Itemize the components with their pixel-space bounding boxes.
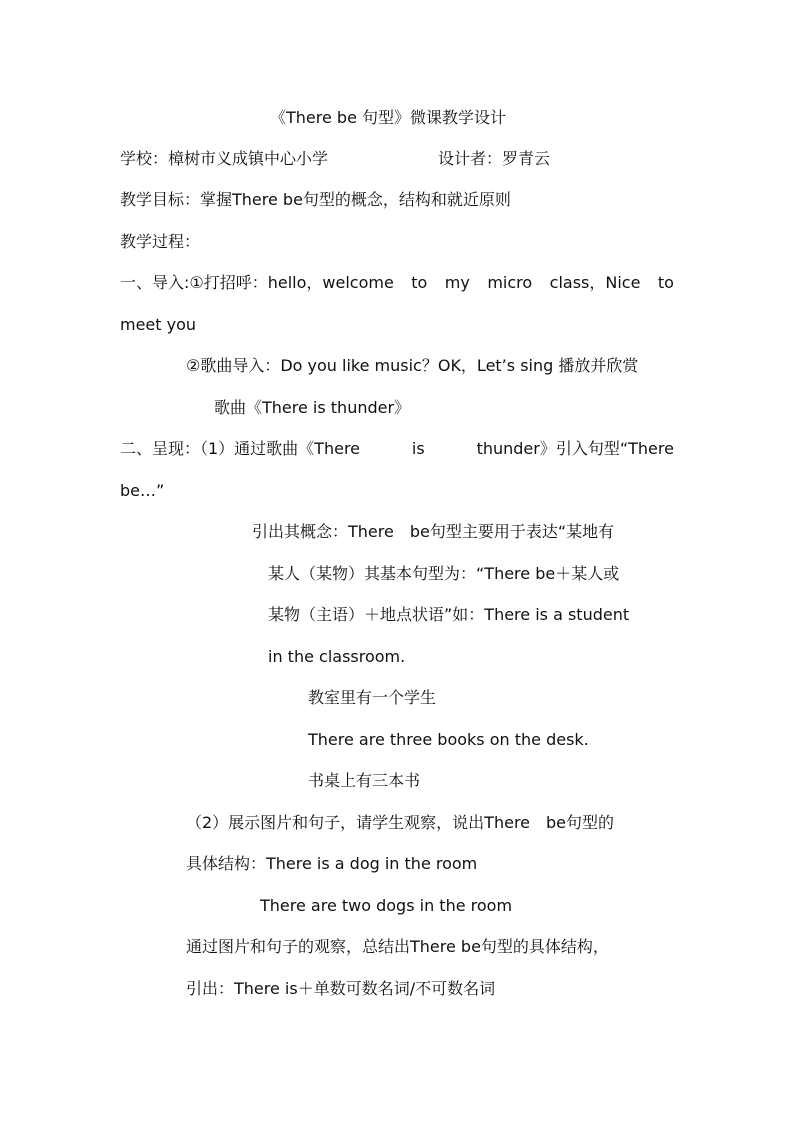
- teaching-objective: 教学目标：掌握There be句型的概念，结构和就近原则: [120, 190, 511, 209]
- example2-chinese: 书桌上有三本书: [308, 771, 421, 790]
- text-fragment: to: [657, 273, 674, 292]
- text-fragment: to: [411, 273, 428, 292]
- summary-line2: 引出：There is＋单数可数名词/不可数名词: [186, 979, 496, 998]
- summary-line1: 通过图片和句子的观察，总结出There be句型的具体结构，: [186, 937, 609, 956]
- example2-english: There are three books on the desk.: [308, 730, 589, 749]
- concept-line1: 引出其概念：There be句型主要用于表达“某地有: [252, 522, 615, 541]
- song-intro-line2: 歌曲《There is thunder》: [214, 398, 411, 417]
- text-fragment: micro: [487, 273, 533, 292]
- section2-line1: [120, 439, 674, 459]
- song-intro-line1: ②歌曲导入：Do you like music？OK，Let’s sing 播放并欣赏: [186, 356, 639, 375]
- text-fragment: my: [444, 273, 470, 292]
- school-label: 学校：樟树市义成镇中心小学: [120, 149, 329, 168]
- section1-line2: meet you: [120, 315, 197, 334]
- document-title: 《There be 句型》微课教学设计: [270, 108, 507, 127]
- designer-label: 设计者：罗青云: [438, 149, 551, 168]
- text-fragment: 一、导入:①打招呼：hello，welcome: [120, 273, 394, 292]
- text-fragment: is: [411, 439, 425, 458]
- text-fragment: 二、呈现：（1）通过歌曲《There: [120, 439, 361, 458]
- process-heading: 教学过程：: [120, 232, 201, 251]
- part2-line2: 具体结构：There is a dog in the room: [186, 854, 478, 873]
- text-fragment: thunder》引入句型“There: [476, 439, 674, 458]
- concept-line4: in the classroom.: [268, 647, 406, 666]
- section1-line1: [120, 273, 674, 293]
- part2-line1: （2）展示图片和句子，请学生观察，说出There be句型的: [186, 813, 615, 832]
- text-fragment: class，Nice: [549, 273, 641, 292]
- concept-line3: 某物（主语）＋地点状语”如：There is a student: [268, 605, 630, 624]
- part2-line3: There are two dogs in the room: [260, 896, 513, 915]
- example1-chinese: 教室里有一个学生: [308, 688, 437, 707]
- concept-line2: 某人（某物）其基本句型为：“There be＋某人或: [268, 564, 620, 583]
- section2-line2: be…”: [120, 481, 165, 500]
